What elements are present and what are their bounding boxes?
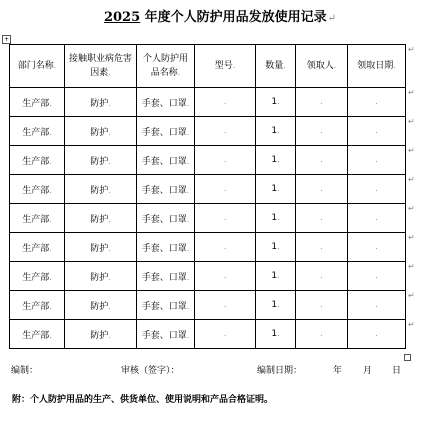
table-row <box>10 175 406 204</box>
row-end-mark-icon: ↵ <box>408 233 415 242</box>
cell-department[interactable]: 生产部. <box>10 262 65 291</box>
reviewer-label: 审核（签字）： <box>121 366 180 376</box>
cell-recipient[interactable]: . <box>296 88 348 117</box>
cell-recipient[interactable]: . <box>296 204 348 233</box>
cell-recipient[interactable]: . <box>296 117 348 146</box>
year-label: 年 <box>333 366 343 376</box>
table-row <box>10 204 406 233</box>
table-row <box>10 88 406 117</box>
row-end-mark-icon: ↵ <box>408 146 415 155</box>
cell-department[interactable]: 生产部. <box>10 233 65 262</box>
document-title <box>0 6 440 25</box>
cell-ppe-name[interactable]: 手套、口罩. <box>137 204 195 233</box>
signature-line <box>9 363 405 377</box>
cell-hazard-factor[interactable]: 防护. <box>65 262 137 291</box>
header-hazard-factor: 接触职业病危害因素. <box>65 45 137 88</box>
table-row <box>10 117 406 146</box>
cell-hazard-factor[interactable]: 防护. <box>65 117 137 146</box>
row-end-mark-icon: ↵ <box>408 45 415 54</box>
table-header-row <box>10 45 406 88</box>
header-quantity: 数量. <box>256 45 296 88</box>
cell-receive-date[interactable]: . <box>348 320 406 349</box>
cell-recipient[interactable]: . <box>296 233 348 262</box>
cell-model[interactable]: . <box>195 117 256 146</box>
cell-model[interactable]: . <box>195 291 256 320</box>
cell-recipient[interactable]: . <box>296 175 348 204</box>
cell-ppe-name[interactable]: 手套、口罩. <box>137 88 195 117</box>
compile-date-label: 编制日期： <box>257 366 303 376</box>
row-end-mark-icon: ↵ <box>408 204 415 213</box>
attachment-note: 附：个人防护用品的生产、供货单位、使用说明和产品合格证明。 <box>12 395 274 405</box>
paragraph-mark-icon: ↵ <box>327 13 337 24</box>
cell-quantity[interactable]: 1. <box>256 146 296 175</box>
cell-ppe-name[interactable]: 手套、口罩. <box>137 262 195 291</box>
cell-department[interactable]: 生产部. <box>10 291 65 320</box>
cell-receive-date[interactable]: . <box>348 204 406 233</box>
cell-model[interactable]: . <box>195 204 256 233</box>
header-model: 型号. <box>195 45 256 88</box>
cell-quantity[interactable]: 1. <box>256 320 296 349</box>
cell-model[interactable]: . <box>195 262 256 291</box>
table-move-handle-icon[interactable]: + <box>3 36 10 43</box>
row-end-mark-icon: ↵ <box>408 175 415 184</box>
table-row <box>10 320 406 349</box>
cell-quantity[interactable]: 1. <box>256 88 296 117</box>
row-end-mark-icon: ↵ <box>408 262 415 271</box>
cell-ppe-name[interactable]: 手套、口罩. <box>137 291 195 320</box>
cell-ppe-name[interactable]: 手套、口罩. <box>137 146 195 175</box>
cell-hazard-factor[interactable]: 防护. <box>65 320 137 349</box>
header-receive-date: 领取日期. <box>348 45 406 88</box>
cell-model[interactable]: . <box>195 175 256 204</box>
cell-model[interactable]: . <box>195 146 256 175</box>
cell-ppe-name[interactable]: 手套、口罩. <box>137 117 195 146</box>
cell-recipient[interactable]: . <box>296 262 348 291</box>
cell-quantity[interactable]: 1. <box>256 117 296 146</box>
header-recipient: 领取人. <box>296 45 348 88</box>
row-end-mark-icon: ↵ <box>408 117 415 126</box>
month-label: 月 <box>363 366 373 376</box>
cell-receive-date[interactable]: . <box>348 88 406 117</box>
cell-recipient[interactable]: . <box>296 146 348 175</box>
cell-hazard-factor[interactable]: 防护. <box>65 175 137 204</box>
cell-recipient[interactable]: . <box>296 320 348 349</box>
cell-quantity[interactable]: 1. <box>256 204 296 233</box>
cell-quantity[interactable]: 1. <box>256 175 296 204</box>
title-text: 年度个人防护用品发放使用记录 <box>140 10 327 25</box>
table-resize-handle-icon[interactable] <box>404 354 411 361</box>
cell-model[interactable]: . <box>195 320 256 349</box>
table-row <box>10 233 406 262</box>
table-row <box>10 262 406 291</box>
cell-department[interactable]: 生产部. <box>10 88 65 117</box>
day-label: 日 <box>392 366 402 376</box>
table-row <box>10 291 406 320</box>
cell-model[interactable]: . <box>195 88 256 117</box>
cell-department[interactable]: 生产部. <box>10 146 65 175</box>
cell-department[interactable]: 生产部. <box>10 117 65 146</box>
cell-receive-date[interactable]: . <box>348 262 406 291</box>
cell-quantity[interactable]: 1. <box>256 291 296 320</box>
cell-hazard-factor[interactable]: 防护. <box>65 233 137 262</box>
row-end-mark-icon: ↵ <box>408 291 415 300</box>
cell-hazard-factor[interactable]: 防护. <box>65 291 137 320</box>
cell-ppe-name[interactable]: 手套、口罩. <box>137 320 195 349</box>
ppe-record-table <box>9 44 406 349</box>
cell-hazard-factor[interactable]: 防护. <box>65 204 137 233</box>
cell-quantity[interactable]: 1. <box>256 262 296 291</box>
cell-receive-date[interactable]: . <box>348 146 406 175</box>
cell-receive-date[interactable]: . <box>348 175 406 204</box>
cell-ppe-name[interactable]: 手套、口罩. <box>137 175 195 204</box>
header-department: 部门名称. <box>10 45 65 88</box>
cell-model[interactable]: . <box>195 233 256 262</box>
cell-quantity[interactable]: 1. <box>256 233 296 262</box>
cell-recipient[interactable]: . <box>296 291 348 320</box>
cell-hazard-factor[interactable]: 防护. <box>65 88 137 117</box>
cell-receive-date[interactable]: . <box>348 291 406 320</box>
row-end-mark-icon: ↵ <box>408 320 415 329</box>
cell-department[interactable]: 生产部. <box>10 204 65 233</box>
header-ppe-name: 个人防护用品名称. <box>137 45 195 88</box>
cell-receive-date[interactable]: . <box>348 233 406 262</box>
title-year: 2025 <box>103 10 141 25</box>
compiler-label: 编制： <box>11 366 39 376</box>
cell-hazard-factor[interactable]: 防护. <box>65 146 137 175</box>
cell-department[interactable]: 生产部. <box>10 175 65 204</box>
table-row <box>10 146 406 175</box>
cell-department[interactable]: 生产部. <box>10 320 65 349</box>
cell-receive-date[interactable]: . <box>348 117 406 146</box>
row-end-mark-icon: ↵ <box>408 88 415 97</box>
cell-ppe-name[interactable]: 手套、口罩. <box>137 233 195 262</box>
